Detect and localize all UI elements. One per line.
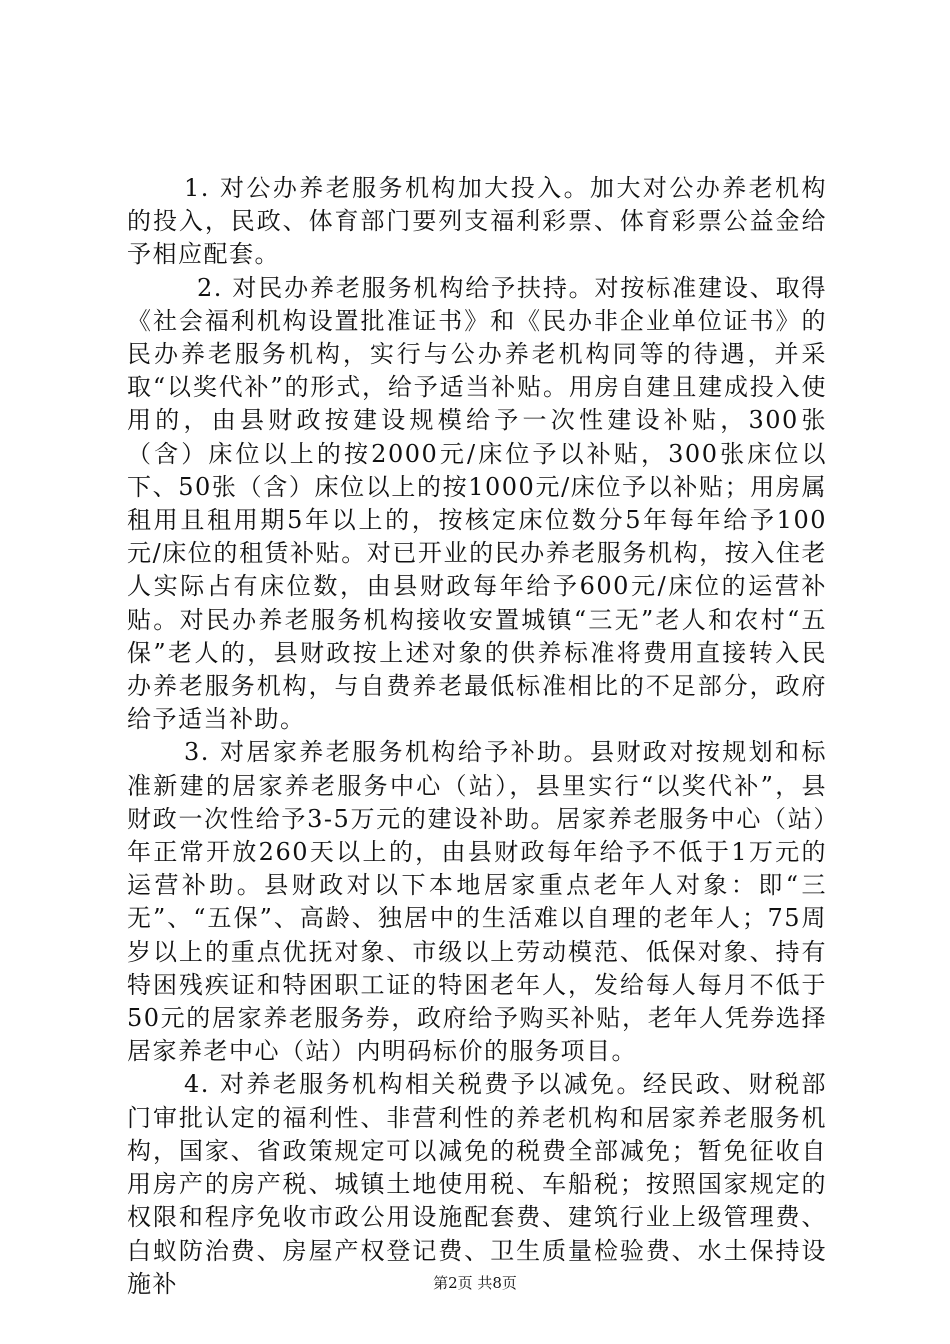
page-number-footer: 第2页 共8页 [433,1274,517,1292]
paragraph-tax-reduction: 4. 对养老服务机构相关税费予以减免。经民政、财税部门审批认定的福利性、非营利性的养老机构和居家养老服务机构，国家、省政策规定可以减免的税费全部减免；暂免征收自用房产的房产税、城镇土地使用税、车船税；按照国家规定的权限和程序免收市政公用设施配套费、建筑行业上级管理费、白蚁防治费、房屋产权登记费、卫生质量检验费、水土保持设施补 [127,1070,827,1298]
paragraph-home-care-institutions: 3. 对居家养老服务机构给予补助。县财政对按规划和标准新建的居家养老服务中心（站），县里实行“以奖代补”，县财政一次性给予3-5万元的建设补助。居家养老服务中心（站）年正常开放260天以上的，由县财政每年给予不低于1万元的运营补助。县财政对以下本地居家重点老年人对象：即“三无”、“五保”、高龄、独居中的生活难以自理的老年人；75周岁以上的重点优抚对象、市级以上劳动模范、低保对象、持有特困残疾证和特困职工证的特困老年人，发给每人每月不低于50元的居家养老服务券，政府给予购买补贴，老年人凭券选择居家养老中心（站）内明码标价的服务项目。 [127,738,827,1066]
document-body [127,172,827,1301]
paragraph-public-institutions: 1. 对公办养老服务机构加大投入。加大对公办养老机构的投入，民政、体育部门要列支福利彩票、体育彩票公益金给予相应配套。 [127,174,827,269]
paragraph-private-institutions: 2. 对民办养老服务机构给予扶持。对按标准建设、取得《社会福利机构设置批准证书》和《民办非企业单位证书》的民办养老服务机构，实行与公办养老机构同等的待遇，并采取“以奖代补”的形式，给予适当补贴。用房自建且建成投入使用的，由县财政按建设规模给予一次性建设补贴，300张（含）床位以上的按2000元/床位予以补贴，300张床位以下、50张（含）床位以上的按1000元/床位予以补贴；用房属租用且租用期5年以上的，按核定床位数分5年每年给予100元/床位的租赁补贴。对已开业的民办养老服务机构，按入住老人实际占有床位数，由县财政每年给予600元/床位的运营补贴。对民办养老服务机构接收安置城镇“三无”老人和农村“五保”老人的，县财政按上述对象的供养标准将费用直接转入民办养老服务机构，与自费养老最低标准相比的不足部分，政府给予适当补助。 [127,273,827,734]
